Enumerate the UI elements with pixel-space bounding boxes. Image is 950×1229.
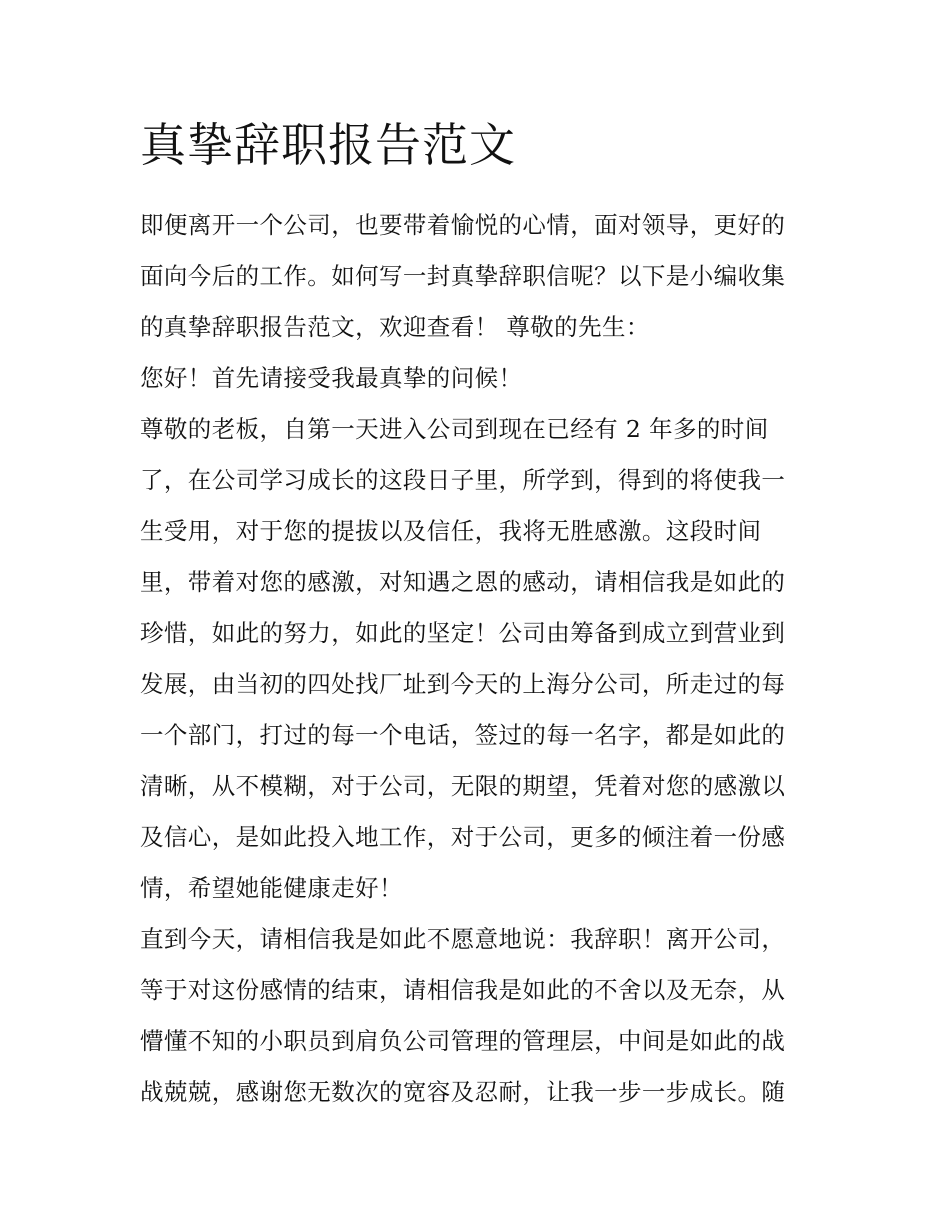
paragraph-resignation: [140, 914, 820, 1118]
text-line: 您好！首先请接受我最真挚的问候！: [140, 364, 523, 392]
document-page: [140, 112, 820, 1118]
text-line: 直到今天，请相信我是如此不愿意地说：我辞职！离开公司，: [140, 925, 786, 953]
text-line: 珍惜，如此的努力，如此的坚定！公司由筹备到成立到营业到: [140, 619, 786, 647]
text-line: 发展，由当初的四处找厂址到今天的上海分公司，所走过的每: [140, 670, 786, 698]
text-line: 一个部门，打过的每一个电话，签过的每一名字，都是如此的: [140, 721, 786, 749]
text-line: 面向今后的工作。如何写一封真挚辞职信呢？以下是小编收集: [140, 262, 786, 290]
paragraph-intro: [140, 200, 820, 353]
text-line: 里，带着对您的感激，对知遇之恩的感动，请相信我是如此的: [140, 568, 786, 596]
text-line: 及信心，是如此投入地工作，对于公司，更多的倾注着一份感: [140, 823, 786, 851]
text-line: 懵懂不知的小职员到肩负公司管理的管理层，中间是如此的战: [140, 1027, 786, 1055]
paragraph-body: [140, 404, 820, 914]
text-line: 等于对这份感情的结束，请相信我是如此的不舍以及无奈，从: [140, 976, 786, 1004]
text-line: 生受用，对于您的提拔以及信任，我将无胜感激。这段时间: [140, 517, 762, 545]
paragraph-greeting: [140, 353, 820, 404]
text-line: 战兢兢，感谢您无数次的宽容及忍耐，让我一步一步成长。随: [140, 1078, 786, 1106]
text-line: 了，在公司学习成长的这段日子里，所学到，得到的将使我一: [140, 466, 786, 494]
text-line: 情，希望她能健康走好！: [140, 874, 403, 902]
text-line: 清晰，从不模糊，对于公司，无限的期望，凭着对您的感激以: [140, 772, 786, 800]
text-line: 即便离开一个公司，也要带着愉悦的心情，面对领导，更好的: [140, 211, 786, 239]
text-line: 尊敬的老板，自第一天进入公司到现在已经有 2 年多的时间: [140, 415, 769, 443]
document-title: 真挚辞职报告范文: [140, 118, 516, 172]
text-line: 的真挚辞职报告范文，欢迎查看！ 尊敬的先生：: [140, 313, 650, 341]
